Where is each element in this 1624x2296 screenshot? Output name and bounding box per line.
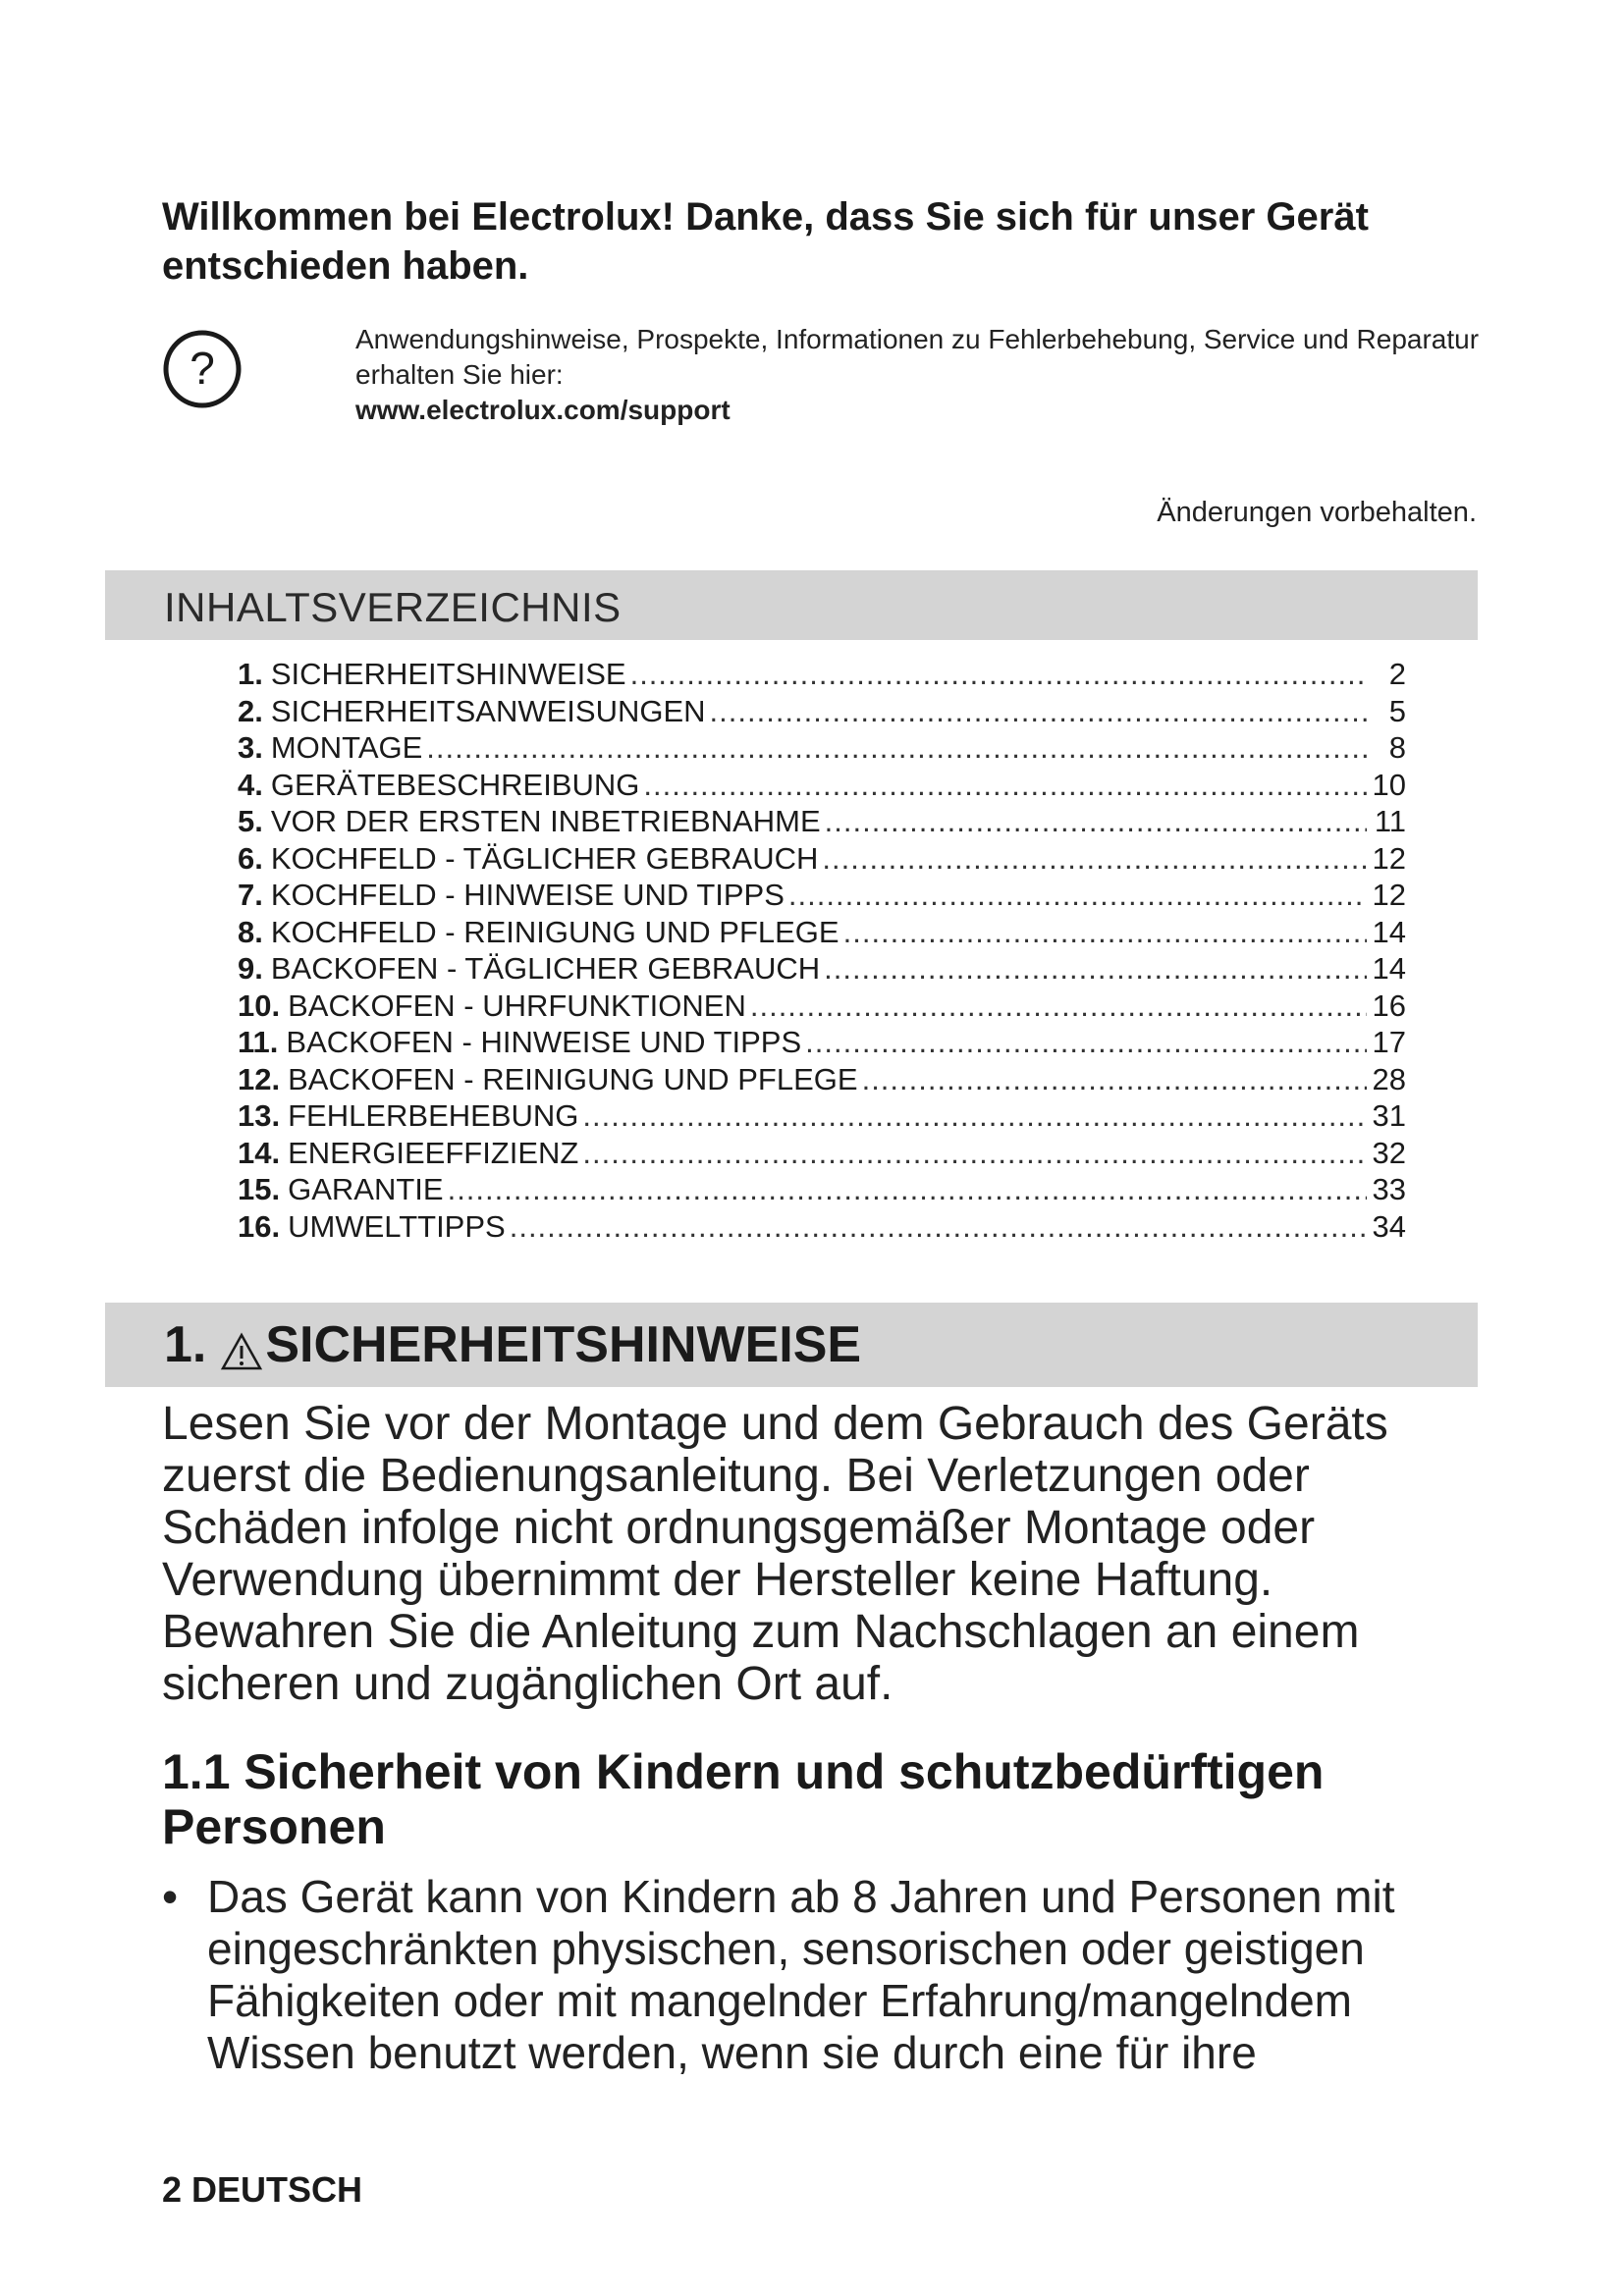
changes-note: Änderungen vorbehalten.	[1157, 497, 1477, 528]
section-title-text: SICHERHEITSHINWEISE	[265, 1316, 862, 1373]
toc-item-page: 33	[1372, 1172, 1406, 1206]
support-text: Anwendungshinweise, Prospekte, Informationen zu Fehlerbehebung, Service und Reparatur erhalten Sie hier:	[355, 324, 1480, 390]
toc-item-title: BACKOFEN - HINWEISE UND TIPPS	[286, 1025, 802, 1059]
toc-item-number: 10.	[238, 988, 281, 1023]
section-title	[164, 1315, 861, 1374]
toc-item[interactable]	[238, 1171, 1406, 1208]
toc-item-number: 16.	[238, 1208, 281, 1244]
section-number: 1.	[164, 1316, 207, 1373]
toc-item[interactable]	[238, 656, 1406, 693]
toc-item-leader	[643, 767, 1367, 804]
toc-item-number: 15.	[238, 1172, 281, 1206]
support-link[interactable]: www.electrolux.com/support	[355, 395, 731, 425]
section-intro: Lesen Sie vor der Montage und dem Gebrauch des Geräts zuerst die Bedienungsanleitung. Bei Verletzungen oder Schäden infolge nicht ordnungsgemäßer Montage oder Verwendung übernimmt der Hersteller keine Haftung. Bewahren Sie die Anleitung zum Nachschlagen an einem sicheren und zugänglichen Ort auf.	[162, 1398, 1388, 1710]
welcome-heading: Willkommen bei Electrolux! Danke, dass Sie sich für unser Gerät entschieden haben.	[162, 195, 1369, 288]
toc-item-page: 28	[1372, 1061, 1406, 1096]
toc-item-leader	[448, 1171, 1367, 1208]
toc-list	[238, 656, 1406, 1245]
toc-item[interactable]	[238, 767, 1406, 804]
toc-item[interactable]	[238, 988, 1406, 1025]
toc-item-page: 14	[1372, 914, 1406, 949]
toc-item-title: SICHERHEITSANWEISUNGEN	[270, 693, 706, 728]
toc-item-leader	[582, 1097, 1367, 1135]
toc-item-page: 2	[1388, 657, 1406, 691]
toc-item-number: 9.	[238, 951, 263, 986]
toc-item-number: 8.	[238, 914, 263, 949]
toc-item-number: 2.	[238, 693, 263, 728]
toc-item-page: 10	[1372, 767, 1406, 802]
toc-item[interactable]	[238, 1024, 1406, 1061]
bullet-symbol: •	[162, 1871, 179, 1922]
toc-item-title: ENERGIEEFFIZIENZ	[288, 1135, 579, 1170]
toc-item-leader	[510, 1208, 1367, 1246]
toc-item-leader	[862, 1061, 1367, 1098]
toc-item-number: 7.	[238, 878, 263, 912]
toc-item-number: 13.	[238, 1098, 281, 1133]
toc-item-page: 12	[1372, 878, 1406, 912]
toc-item-leader	[825, 803, 1367, 840]
toc-item-title: SICHERHEITSHINWEISE	[270, 657, 626, 691]
toc-item-title: FEHLERBEHEBUNG	[288, 1098, 579, 1133]
toc-item[interactable]	[238, 693, 1406, 730]
toc-item[interactable]	[238, 1097, 1406, 1135]
toc-title: INHALTSVERZEICHNIS	[164, 584, 622, 630]
bullet-text: Das Gerät kann von Kindern ab 8 Jahren und Personen mit eingeschränkten physischen, sensorischen oder geistigen Fähigkeiten oder mit mangelnder Erfahrung/mangelndem Wissen benutzt werden, wenn sie durch eine für ihre	[207, 1871, 1395, 2078]
toc-item-page: 11	[1374, 804, 1406, 838]
toc-item[interactable]	[238, 1061, 1406, 1098]
list-item	[162, 1871, 1507, 2079]
toc-item-number: 11.	[238, 1025, 279, 1059]
toc-item-title: BACKOFEN - REINIGUNG UND PFLEGE	[288, 1061, 858, 1096]
toc-item-leader	[788, 877, 1367, 914]
svg-text:?: ?	[189, 343, 215, 394]
toc-item-page: 8	[1388, 730, 1406, 765]
toc-item-title: BACKOFEN - TÄGLICHER GEBRAUCH	[270, 951, 821, 986]
toc-item[interactable]	[238, 803, 1406, 840]
toc-item[interactable]	[238, 840, 1406, 878]
toc-item-number: 6.	[238, 840, 263, 876]
toc-item-page: 14	[1372, 951, 1406, 986]
toc-item-page: 17	[1372, 1025, 1406, 1059]
toc-item-leader	[582, 1135, 1367, 1172]
toc-item-title: GERÄTEBESCHREIBUNG	[270, 767, 640, 802]
toc-item-page: 5	[1388, 693, 1406, 728]
toc-item-leader	[630, 656, 1367, 693]
toc-item-page: 16	[1372, 988, 1406, 1023]
toc-item-page: 31	[1372, 1098, 1406, 1133]
toc-item[interactable]	[238, 950, 1406, 988]
toc-item[interactable]	[238, 1135, 1406, 1172]
support-info	[355, 322, 1485, 428]
toc-item-leader	[824, 950, 1367, 988]
warning-triangle-icon	[220, 1325, 263, 1364]
toc-item[interactable]	[238, 914, 1406, 951]
toc-item-page: 12	[1372, 840, 1406, 876]
page-footer: 2 DEUTSCH	[162, 2169, 363, 2210]
toc-item-leader	[822, 840, 1367, 878]
toc-item-number: 3.	[238, 730, 263, 765]
question-circle-icon	[162, 329, 243, 409]
toc-item[interactable]	[238, 1208, 1406, 1246]
toc-item-title: VOR DER ERSTEN INBETRIEBNAHME	[270, 804, 821, 838]
toc-item-number: 4.	[238, 767, 263, 802]
toc-item-leader	[426, 729, 1367, 767]
toc-item-title: UMWELTTIPPS	[288, 1208, 506, 1244]
toc-item-leader	[750, 988, 1367, 1025]
toc-item-title: MONTAGE	[270, 730, 423, 765]
toc-item-leader	[805, 1024, 1367, 1061]
toc-item-page: 34	[1372, 1208, 1406, 1244]
toc-item-number: 5.	[238, 804, 263, 838]
toc-item-title: BACKOFEN - UHRFUNKTIONEN	[288, 988, 746, 1023]
subsection-title: 1.1 Sicherheit von Kindern und schutzbedürftigen Personen	[162, 1744, 1325, 1854]
toc-item-page: 32	[1372, 1135, 1406, 1170]
toc-item-leader	[843, 914, 1367, 951]
toc-item-number: 14.	[238, 1135, 281, 1170]
toc-item-number: 12.	[238, 1061, 281, 1096]
toc-item-leader	[710, 693, 1367, 730]
toc-item-title: GARANTIE	[288, 1172, 444, 1206]
toc-item[interactable]	[238, 729, 1406, 767]
toc-item[interactable]	[238, 877, 1406, 914]
toc-item-title: KOCHFELD - TÄGLICHER GEBRAUCH	[270, 840, 819, 876]
toc-item-title: KOCHFELD - REINIGUNG UND PFLEGE	[270, 914, 839, 949]
toc-item-number: 1.	[238, 657, 263, 691]
toc-item-title: KOCHFELD - HINWEISE UND TIPPS	[270, 878, 785, 912]
